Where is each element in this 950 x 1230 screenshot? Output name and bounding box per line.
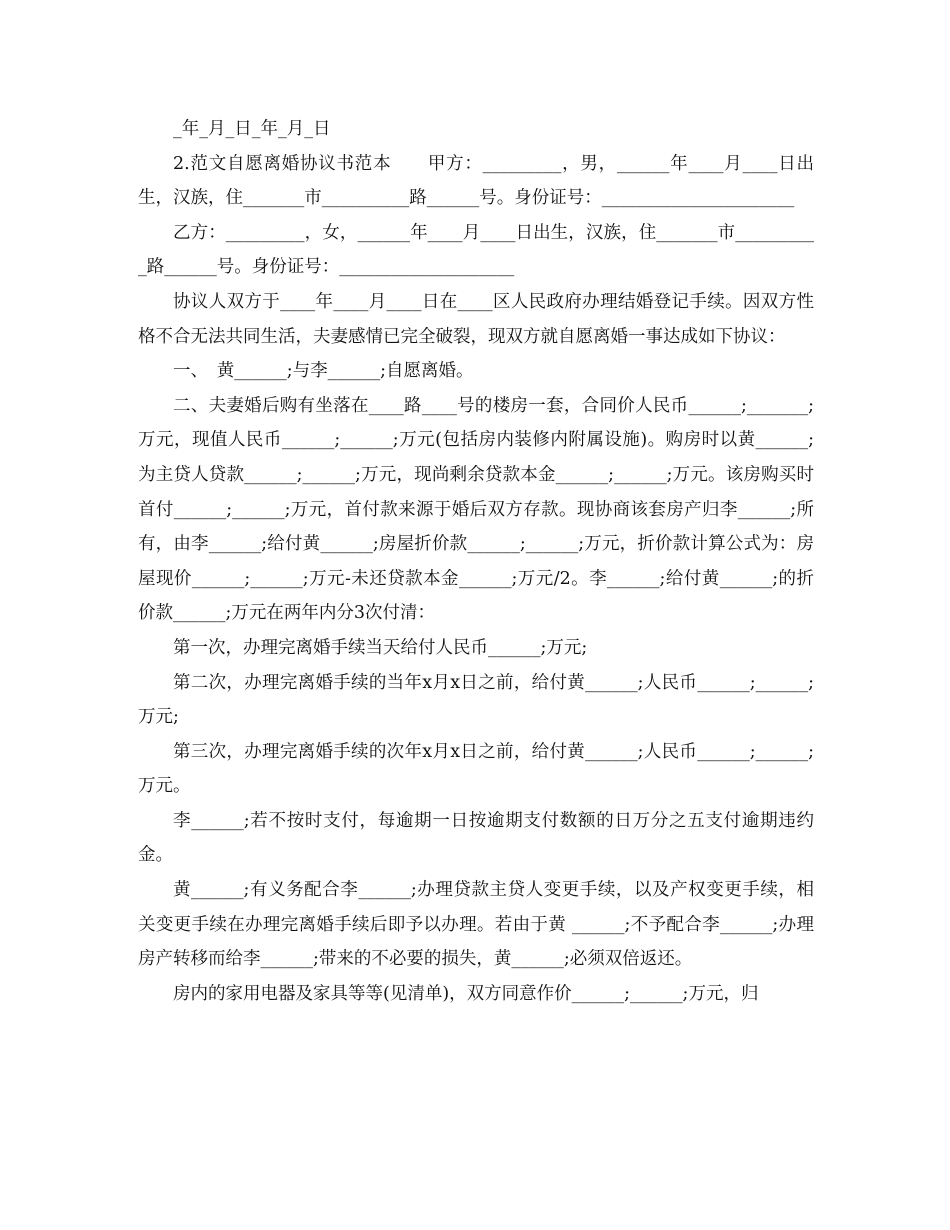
late-payment-paragraph: 李______;若不按时支付，每逾期一日按逾期支付数额的日万分之五支付逾期违约金。	[138, 810, 814, 866]
payment-third-paragraph: 第三次，办理完离婚手续的次年x月x日之前，给付黄______;人民币______;______;万元。	[138, 741, 814, 797]
clause-two-paragraph: 二、夫妻婚后购有坐落在____路____号的楼房一套，合同价人民币______;_______;万元，现值人民币______;______;万元(包括房内装修内附属设施)。购房时以黄______;为主贷人贷款______;______;万元，现尚剩余贷款本金______;______;万元。该房购买时首付______;______;万元，首付款来源于婚后双方存款。现协商该套房产归李______;所有，由李______;给付黄______;房屋折价款______;______;万元，折价款计算公式为：房屋现价______;______;万元-未还贷款本金______;万元/2。李______;给付黄______;的折价款______;万元在两年内分3次付清：	[138, 395, 814, 624]
payment-second-paragraph: 第二次，办理完离婚手续的当年x月x日之前，给付黄______;人民币______;______;万元;	[138, 672, 814, 728]
party-b-paragraph: 乙方：_________，女，______年____月____日出生，汉族，住_______市__________路______号。身份证号：____________________	[138, 222, 814, 278]
household-items-paragraph: 房内的家用电器及家具等等(见清单)，双方同意作价______;______;万元，归	[173, 983, 759, 1004]
clause-one-paragraph: 一、 黄______;与李______;自愿离婚。	[173, 361, 474, 382]
date-line: _年_月_日_年_月_日	[173, 119, 331, 139]
party-a-paragraph: 2.范文自愿离婚协议书范本 甲方：_________，男，______年____月____日出生，汉族，住_______市__________路______号。身份证号：______________________	[138, 153, 814, 209]
document-page	[138, 112, 814, 1011]
marriage-registration-paragraph: 协议人双方于____年____月____日在____区人民政府办理结婚登记手续。因双方性格不合无法共同生活，夫妻感情已完全破裂，现双方就自愿离婚一事达成如下协议：	[138, 291, 814, 347]
payment-first-paragraph: 第一次，办理完离婚手续当天给付人民币______;万元;	[173, 637, 588, 658]
cooperation-paragraph: 黄______;有义务配合李______;办理贷款主贷人变更手续，以及产权变更手续，相关变更手续在办理完离婚手续后即予以办理。若由于黄 ______;不予配合李______;办理房产转移而给李______;带来的不必要的损失，黄______;必须双倍返还。	[138, 880, 814, 970]
